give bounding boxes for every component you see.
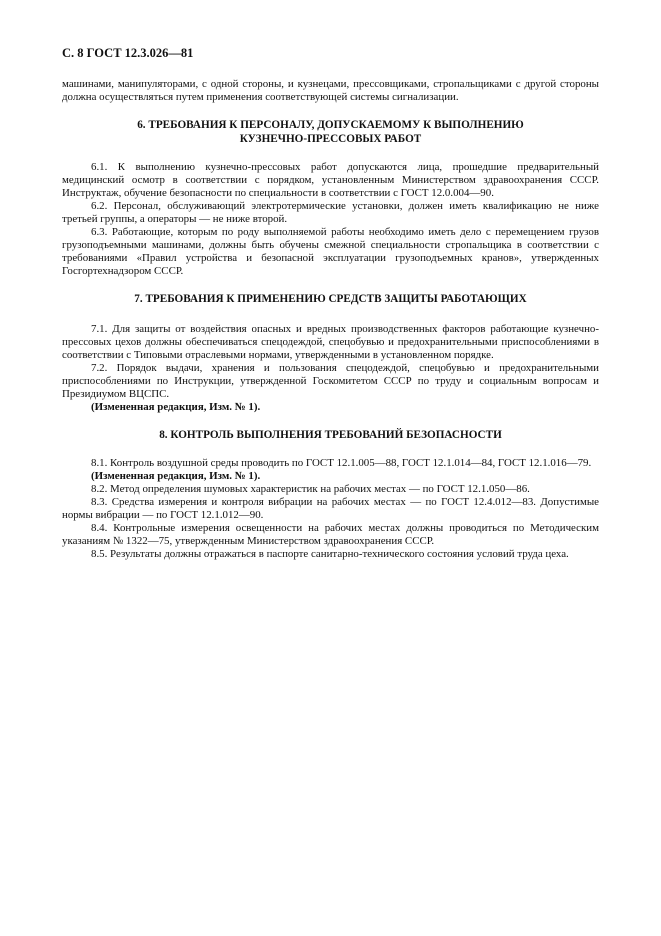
paragraph-8-5: 8.5. Результаты должны отражаться в паспорте санитарно-технического состояния условий труда цеха.	[91, 548, 569, 560]
paragraph-6-2: 6.2. Персонал, обслуживающий электротермические установки, должен иметь квалификацию не ниже третьей группы, а операторы — не ниже второй.	[62, 200, 599, 225]
amendment-note-8: (Измененная редакция, Изм. № 1).	[91, 470, 261, 482]
amendment-note-7: (Измененная редакция, Изм. № 1).	[91, 400, 261, 413]
paragraph-7-1: 7.1. Для защиты от воздействия опасных и вредных производственных факторов работающие кузнечно-прессовых цехов должны обеспечиваться спецодеждой, спецобувью и предохранительными приспособлениями в соответствии с Типовыми отраслевыми нормами, утвержденными в установленном порядке.	[62, 322, 599, 361]
section7-title: 7. ТРЕБОВАНИЯ К ПРИМЕНЕНИЮ СРЕДСТВ ЗАЩИТЫ РАБОТАЮЩИХ	[134, 293, 527, 305]
section6-title-line2: КУЗНЕЧНО-ПРЕССОВЫХ РАБОТ	[239, 132, 422, 145]
page-content	[62, 78, 599, 561]
section8-title: 8. КОНТРОЛЬ ВЫПОЛНЕНИЯ ТРЕБОВАНИЙ БЕЗОПАСНОСТИ	[159, 428, 502, 441]
section6-title	[62, 119, 599, 146]
page-header: С. 8 ГОСТ 12.3.026—81	[62, 46, 194, 60]
paragraph-6-3: 6.3. Работающие, которым по роду выполняемой работы необходимо иметь дело с перемещением грузов грузоподъемными машинами, должны быть обучены смежной специальности стропальщика в соответствии с требованиями «Правил устройства и безопасной эксплуатации грузоподъемных кранов», утвержденных Госгортехнадзором СССР.	[62, 226, 599, 277]
intro-paragraph: машинами, манипуляторами, с одной стороны, и кузнецами, прессовщиками, стропальщиками с другой стороны должна осуществляться путем применения соответствующей системы сигнализации.	[62, 78, 599, 103]
section6-title-line1: 6. ТРЕБОВАНИЯ К ПЕРСОНАЛУ, ДОПУСКАЕМОМУ К ВЫПОЛНЕНИЮ	[137, 119, 524, 131]
paragraph-6-1: 6.1. К выполнению кузнечно-прессовых работ допускаются лица, прошедшие предварительный медицинский осмотр в соответствии с порядком, установленным Министерством здравоохранения СССР. Инструктаж, обучение безопасности по специальности в соответствии с ГОСТ 12.0.004—90.	[62, 161, 599, 199]
paragraph-7-2: 7.2. Порядок выдачи, хранения и пользования спецодеждой, спецобувью и предохранительными приспособлениями по Инструкции, утвержденной Госкомитетом СССР по труду и социальным вопросам и Президиумом ВЦСПС.	[62, 361, 599, 400]
paragraph-8-2: 8.2. Метод определения шумовых характеристик на рабочих местах — по ГОСТ 12.1.050—86.	[91, 483, 530, 495]
paragraph-8-1: 8.1. Контроль воздушной среды проводить по ГОСТ 12.1.005—88, ГОСТ 12.1.014—84, ГОСТ 12.1.016—79.	[91, 457, 592, 469]
paragraph-8-4: 8.4. Контрольные измерения освещенности на рабочих местах должны проводиться по Методическим указаниям № 1322—75, утвержденным Министерством здравоохранения СССР.	[62, 522, 599, 547]
paragraph-8-3: 8.3. Средства измерения и контроля вибрации на рабочих местах — по ГОСТ 12.4.012—83. Допустимые нормы вибрации — по ГОСТ 12.1.012—90.	[62, 496, 599, 521]
